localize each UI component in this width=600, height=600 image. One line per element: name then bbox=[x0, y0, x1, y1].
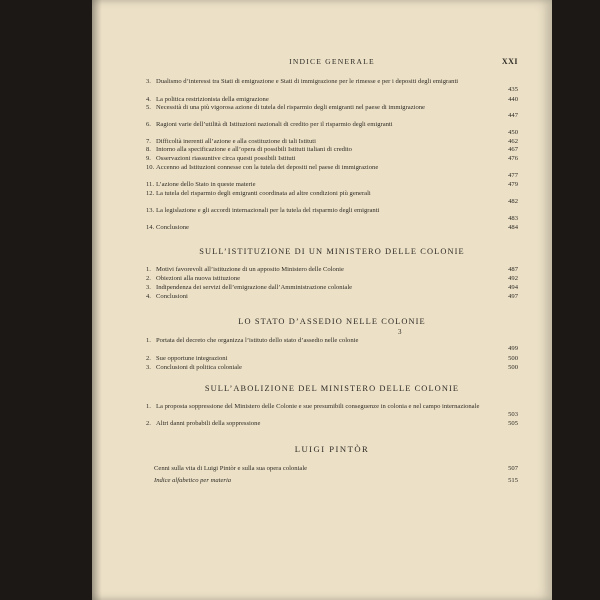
entry-text: La proposta soppressione del Ministero delle Colonie e sue presumibili conseguenze in colonia e nel campo internazionale bbox=[156, 403, 480, 410]
entry-page: 499 bbox=[508, 344, 518, 352]
entry-number: 1. bbox=[146, 403, 151, 410]
entry-page: 494 bbox=[508, 284, 518, 291]
entry-page: 484 bbox=[508, 224, 518, 231]
entry-text: Accenno ad Istituzioni connesse con la tutela dei depositi nel paese di immigrazione bbox=[156, 164, 379, 171]
entry-number: 4. bbox=[146, 293, 151, 300]
entry-number: 3. bbox=[146, 364, 151, 371]
entry-text: Ragioni varie dell’utilità di Istituzioni nazionali di credito per il risparmio degli emigranti bbox=[156, 121, 393, 128]
stray-mark: 3 bbox=[398, 328, 402, 336]
entry-text: Intorno alla specificazione e all’opera di possibili Istituti italiani di credito bbox=[156, 146, 352, 153]
section-heading: SULL’ISTITUZIONE DI UN MINISTERO DELLE COLONIE bbox=[199, 247, 465, 256]
entry-page: 440 bbox=[508, 96, 518, 103]
entry-text: L’azione dello Stato in queste materie bbox=[156, 181, 256, 188]
entry-number: 1. bbox=[146, 266, 151, 273]
section-heading: LUIGI PINTÒR bbox=[294, 444, 370, 454]
entry-text: La politica restrizionista della emigrazione bbox=[156, 96, 269, 103]
entry-number: 14. bbox=[146, 224, 155, 231]
entry-text: Sue opportune integrazioni bbox=[156, 355, 228, 362]
entry-page: 492 bbox=[508, 275, 518, 282]
entry-page: 479 bbox=[508, 181, 518, 188]
entry-page: 462 bbox=[508, 138, 518, 145]
entry-number: 3. bbox=[146, 284, 151, 291]
entry-text: Conclusione bbox=[156, 224, 189, 231]
entry-page: 476 bbox=[508, 155, 518, 162]
section-heading: LO STATO D’ASSEDIO NELLE COLONIE bbox=[238, 317, 426, 326]
entry-number: 11. bbox=[146, 181, 154, 188]
entry-page: 505 bbox=[508, 420, 518, 427]
entry-page: 482 bbox=[508, 197, 518, 205]
entry-number: 12. bbox=[146, 190, 155, 197]
entry-page: 450 bbox=[508, 128, 518, 136]
entry-number: 4. bbox=[146, 96, 151, 103]
entry-page: 500 bbox=[508, 355, 518, 362]
entry-text: Conclusioni bbox=[156, 293, 188, 300]
entry-number: 2. bbox=[146, 355, 151, 362]
entry-page: 487 bbox=[508, 266, 518, 273]
entry-page: 497 bbox=[508, 293, 518, 300]
entry-text: Motivi favorevoli all’istituzione di un apposito Ministero delle Colonie bbox=[156, 266, 344, 273]
page-number: XXI bbox=[501, 57, 518, 66]
entry-number: 10. bbox=[146, 164, 155, 171]
spine-shadow bbox=[92, 0, 102, 600]
running-head-title: INDICE GENERALE bbox=[289, 57, 375, 66]
entry-text: Conclusioni di politica coloniale bbox=[156, 364, 242, 371]
running-head bbox=[146, 57, 518, 69]
entry-page: 515 bbox=[508, 477, 518, 484]
entry-text: Portata del decreto che organizza l’istituto dello stato d’assedio nelle colonie bbox=[156, 337, 359, 344]
entry-number: 2. bbox=[146, 275, 151, 282]
entry-text: Osservazioni riassuntive circa questi possibili Istituti bbox=[156, 155, 296, 162]
entry-text: Necessità di una più vigorosa azione di tutela del risparmio degli emigranti nel paese di immigrazione bbox=[156, 104, 425, 111]
book-page bbox=[92, 0, 552, 600]
entry-number: 5. bbox=[146, 104, 151, 111]
entry-page: 483 bbox=[508, 214, 518, 222]
entry-number: 13. bbox=[146, 207, 155, 214]
entry-text: Indice alfabetico per materia bbox=[154, 477, 232, 484]
entry-text: Indipendenza dei servizi dell’emigrazione dall’Amministrazione coloniale bbox=[156, 284, 353, 291]
entry-number: 8. bbox=[146, 146, 151, 153]
entry-page: 477 bbox=[508, 171, 518, 179]
entry-text: La tutela del risparmio degli emigranti coordinata ad altre condizioni più generali bbox=[156, 190, 371, 197]
entry-text: Dualismo d’interessi tra Stati di emigrazione e Stati di immigrazione per le rimesse e per i depositi degli emigranti bbox=[156, 78, 459, 85]
entry-text: Altri danni probabili della soppressione bbox=[156, 420, 261, 427]
entry-number: 9. bbox=[146, 155, 151, 162]
entry-text: La legislazione e gli accordi internazionali per la tutela del risparmio degli emigranti bbox=[156, 207, 380, 214]
entry-text: Difficoltà inerenti all’azione e alla costituzione di tali Istituti bbox=[156, 138, 316, 145]
entry-number: 3. bbox=[146, 78, 151, 85]
entry-number: 1. bbox=[146, 337, 151, 344]
section-heading: SULL’ABOLIZIONE DEL MINISTERO DELLE COLONIE bbox=[204, 384, 460, 393]
entry-page: 447 bbox=[508, 111, 518, 119]
entry-page: 435 bbox=[508, 85, 518, 93]
entry-page: 467 bbox=[508, 146, 518, 153]
entry-page: 500 bbox=[508, 364, 518, 371]
entry-page: 507 bbox=[508, 465, 518, 472]
entry-number: 6. bbox=[146, 121, 151, 128]
entry-text: Obiezioni alla nuova istituzione bbox=[156, 275, 241, 282]
entry-number: 7. bbox=[146, 138, 151, 145]
entry-text: Cenni sulla vita di Luigi Pintòr e sulla sua opera coloniale bbox=[154, 465, 308, 472]
entry-number: 2. bbox=[146, 420, 151, 427]
entry-page: 503 bbox=[508, 410, 518, 418]
